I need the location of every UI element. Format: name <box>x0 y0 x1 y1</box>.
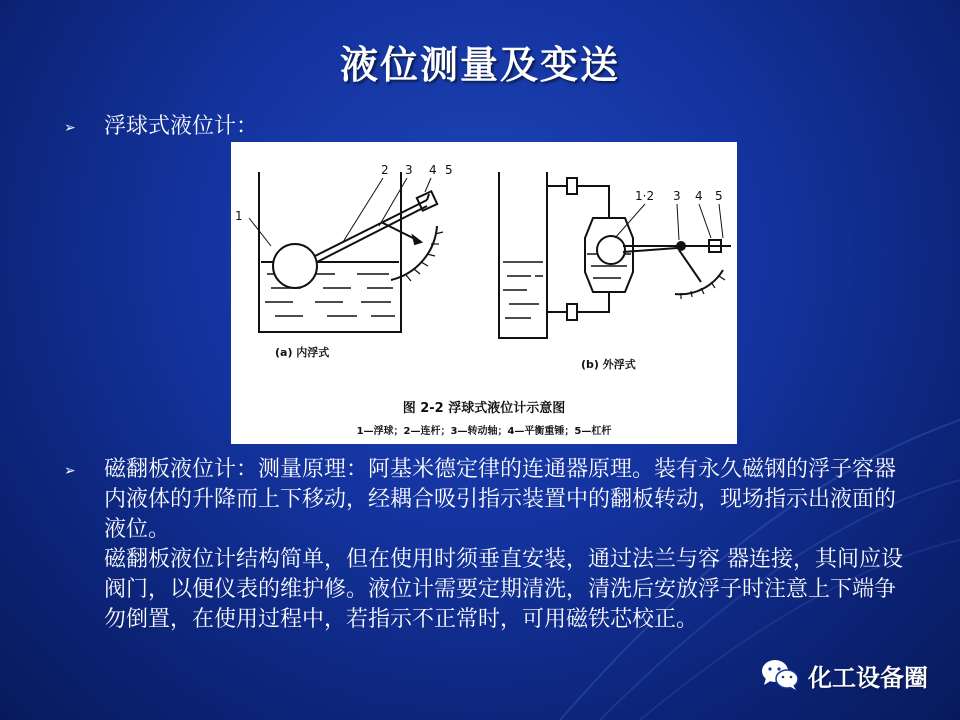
float-gauge-figure <box>231 142 737 444</box>
label-b-5: 5 <box>715 189 723 203</box>
caption-a: (a) 内浮式 <box>275 346 330 359</box>
bullet-text: 浮球式液位计： <box>104 114 259 139</box>
caption-b: (b) 外浮式 <box>581 358 636 371</box>
label-a-1: 1 <box>235 209 243 223</box>
label-b-4: 4 <box>695 189 703 203</box>
label-a-3: 3 <box>405 163 413 177</box>
label-b-1-2: 1·2 <box>635 189 655 203</box>
label-a-2: 2 <box>381 163 389 177</box>
label-a-4: 4 <box>429 163 437 177</box>
watermark <box>760 655 928 695</box>
slide-title: 液位测量及变送 <box>339 43 620 87</box>
bullet-float-gauge <box>64 112 258 142</box>
diagram-internal-float <box>249 172 443 332</box>
figure-legend: 1—浮球；2—连杆；3—转动轴；4—平衡重锤；5—杠杆 <box>356 426 612 437</box>
bullet-arrow-icon: ➢ <box>64 463 76 479</box>
bullet-arrow-icon: ➢ <box>64 120 76 136</box>
bullet-text: 磁翻板液位计：测量原理：阿基米德定律的连通器原理。装有永久磁钢的浮子容器内液体的升降而上下移动，经耦合吸引指示装置中的翻板转动，现场指示出液面的液位。 <box>104 457 897 542</box>
label-b-3: 3 <box>673 189 681 203</box>
label-a-5: 5 <box>445 163 453 177</box>
body-paragraph: 磁翻板液位计结构简单，但在使用时须垂直安装，通过法兰与容 器连接，其间应设阀门，以便仪表的维护修。液位计需要定期清洗，清洗后安放浮子时注意上下端争勿倒置，在使用过程中，若指示不正常时，可用磁铁芯校正。 <box>104 547 903 632</box>
bullet-magnetic-flap-gauge <box>64 455 904 545</box>
watermark-label: 化工设备圈 <box>808 663 928 692</box>
figure-title: 图 2-2 浮球式液位计示意图 <box>402 401 566 416</box>
wechat-icon <box>760 658 800 692</box>
